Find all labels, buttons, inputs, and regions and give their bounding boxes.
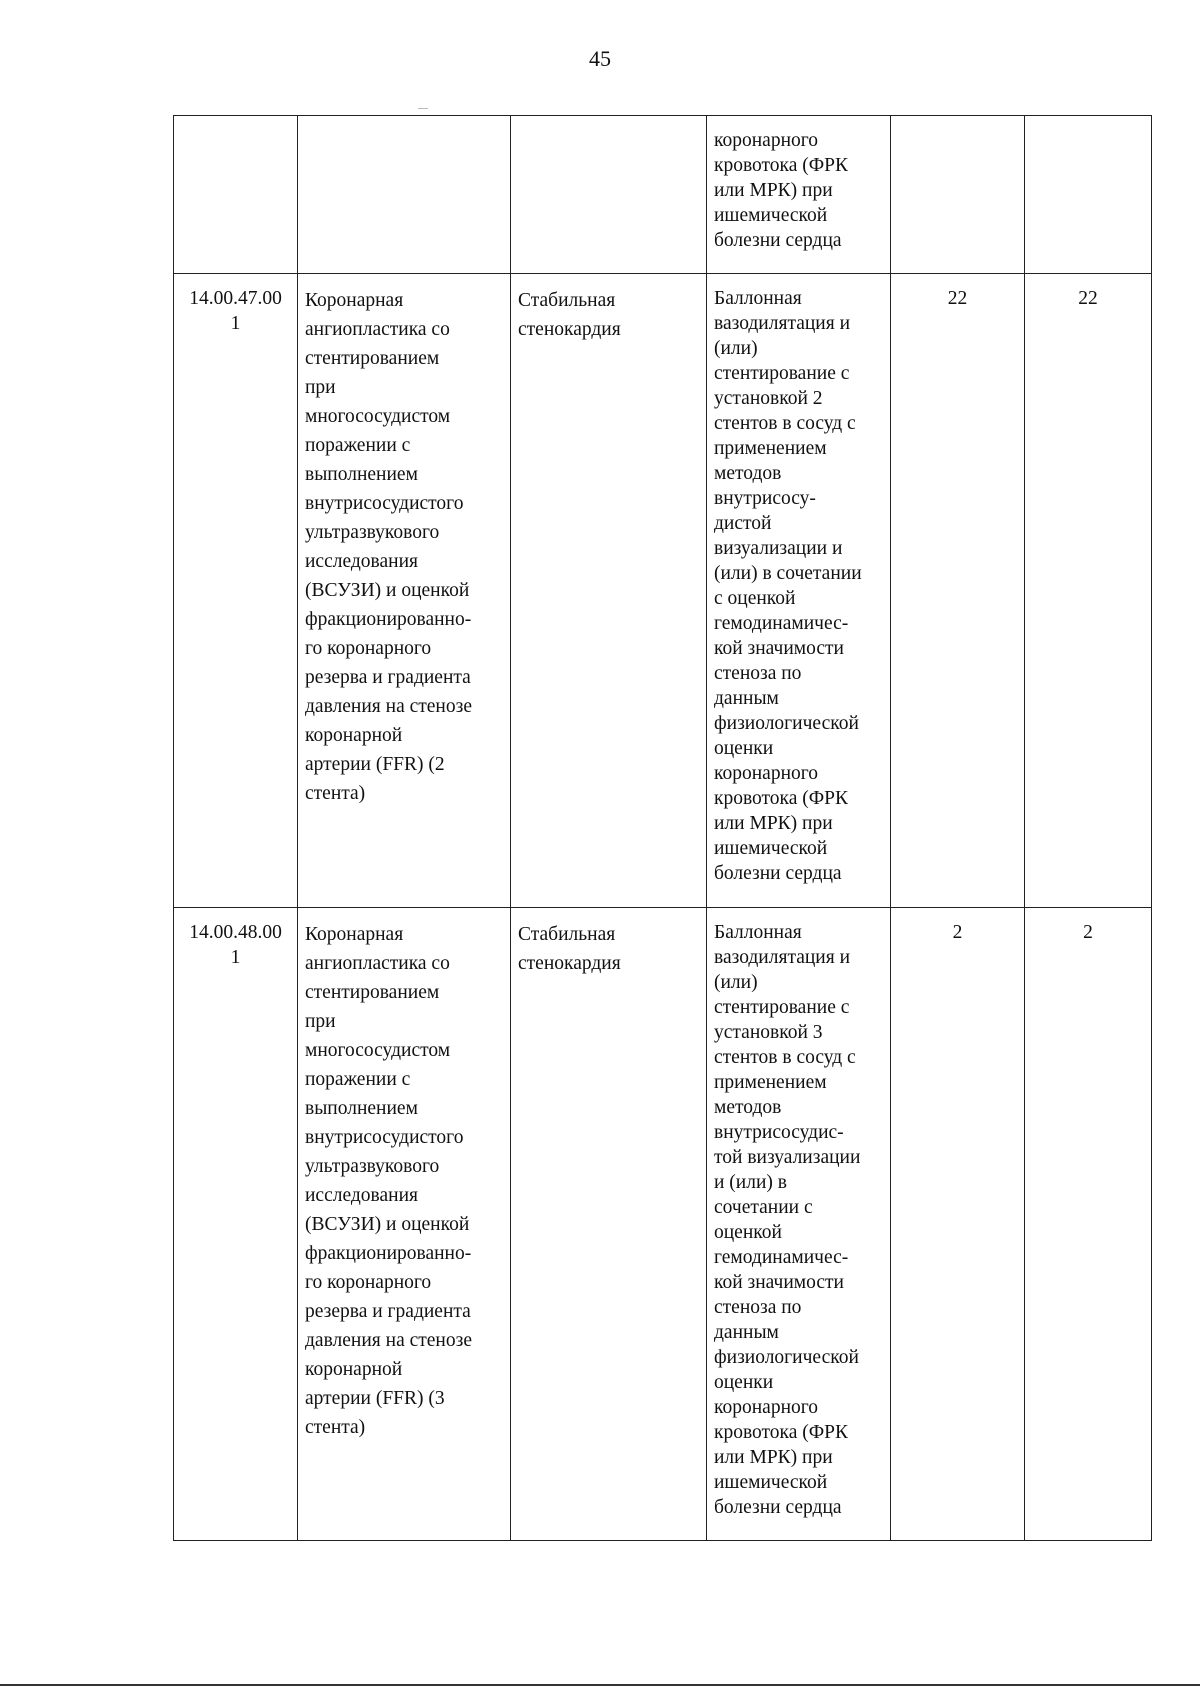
service-code-cell: 14.00.47.00 1 (174, 274, 298, 908)
table-row (174, 274, 1152, 908)
table-row (174, 908, 1152, 1541)
service-name-cell: Коронарная ангиопластика со стентированием при многососудистом поражении с выполнением внутрисосудистого ультразвукового исследования (ВСУЗИ) и оценкой фракционированно- го коронарного резерва и градиента давления на стенозе коронарной артерии (FFR) (3 стента) (298, 908, 511, 1541)
service-code-cell (174, 116, 298, 274)
service-code-cell: 14.00.48.00 1 (174, 908, 298, 1541)
value-cell-1: 22 (891, 274, 1025, 908)
value-cell-1 (891, 116, 1025, 274)
value-cell-2: 2 (1025, 908, 1152, 1541)
services-table (173, 115, 1152, 1541)
value-cell-2: 22 (1025, 274, 1152, 908)
value-cell-2 (1025, 116, 1152, 274)
diagnosis-cell: Стабильная стенокардия (511, 274, 707, 908)
service-name-cell (298, 116, 511, 274)
diagnosis-cell (511, 116, 707, 274)
treatment-method-cell: Баллонная вазодилятация и (или) стентирование с установкой 3 стентов в сосуд с применением методов внутрисосудис- той визуализации и (или) в сочетании с оценкой гемодинамичес- кой значимости стеноза по данным физиологической оценки коронарного кровотока (ФРК или МРК) при ишемической болезни сердца (707, 908, 891, 1541)
table-row (174, 116, 1152, 274)
diagnosis-cell: Стабильная стенокардия (511, 908, 707, 1541)
value-cell-1: 2 (891, 908, 1025, 1541)
service-name-cell: Коронарная ангиопластика со стентированием при многососудистом поражении с выполнением внутрисосудистого ультразвукового исследования (ВСУЗИ) и оценкой фракционированно- го коронарного резерва и градиента давления на стенозе коронарной артерии (FFR) (2 стента) (298, 274, 511, 908)
treatment-method-cell: коронарного кровотока (ФРК или МРК) при ишемической болезни сердца (707, 116, 891, 274)
scan-speck (418, 108, 428, 109)
treatment-method-cell: Баллонная вазодилятация и (или) стентирование с установкой 2 стентов в сосуд с применением методов внутрисосу- дистой визуализации и (или) в сочетании с оценкой гемодинамичес- кой значимости стеноза по данным физиологической оценки коронарного кровотока (ФРК или МРК) при ишемической болезни сердца (707, 274, 891, 908)
page-number: 45 (589, 46, 611, 71)
bottom-rule (0, 1684, 1200, 1686)
